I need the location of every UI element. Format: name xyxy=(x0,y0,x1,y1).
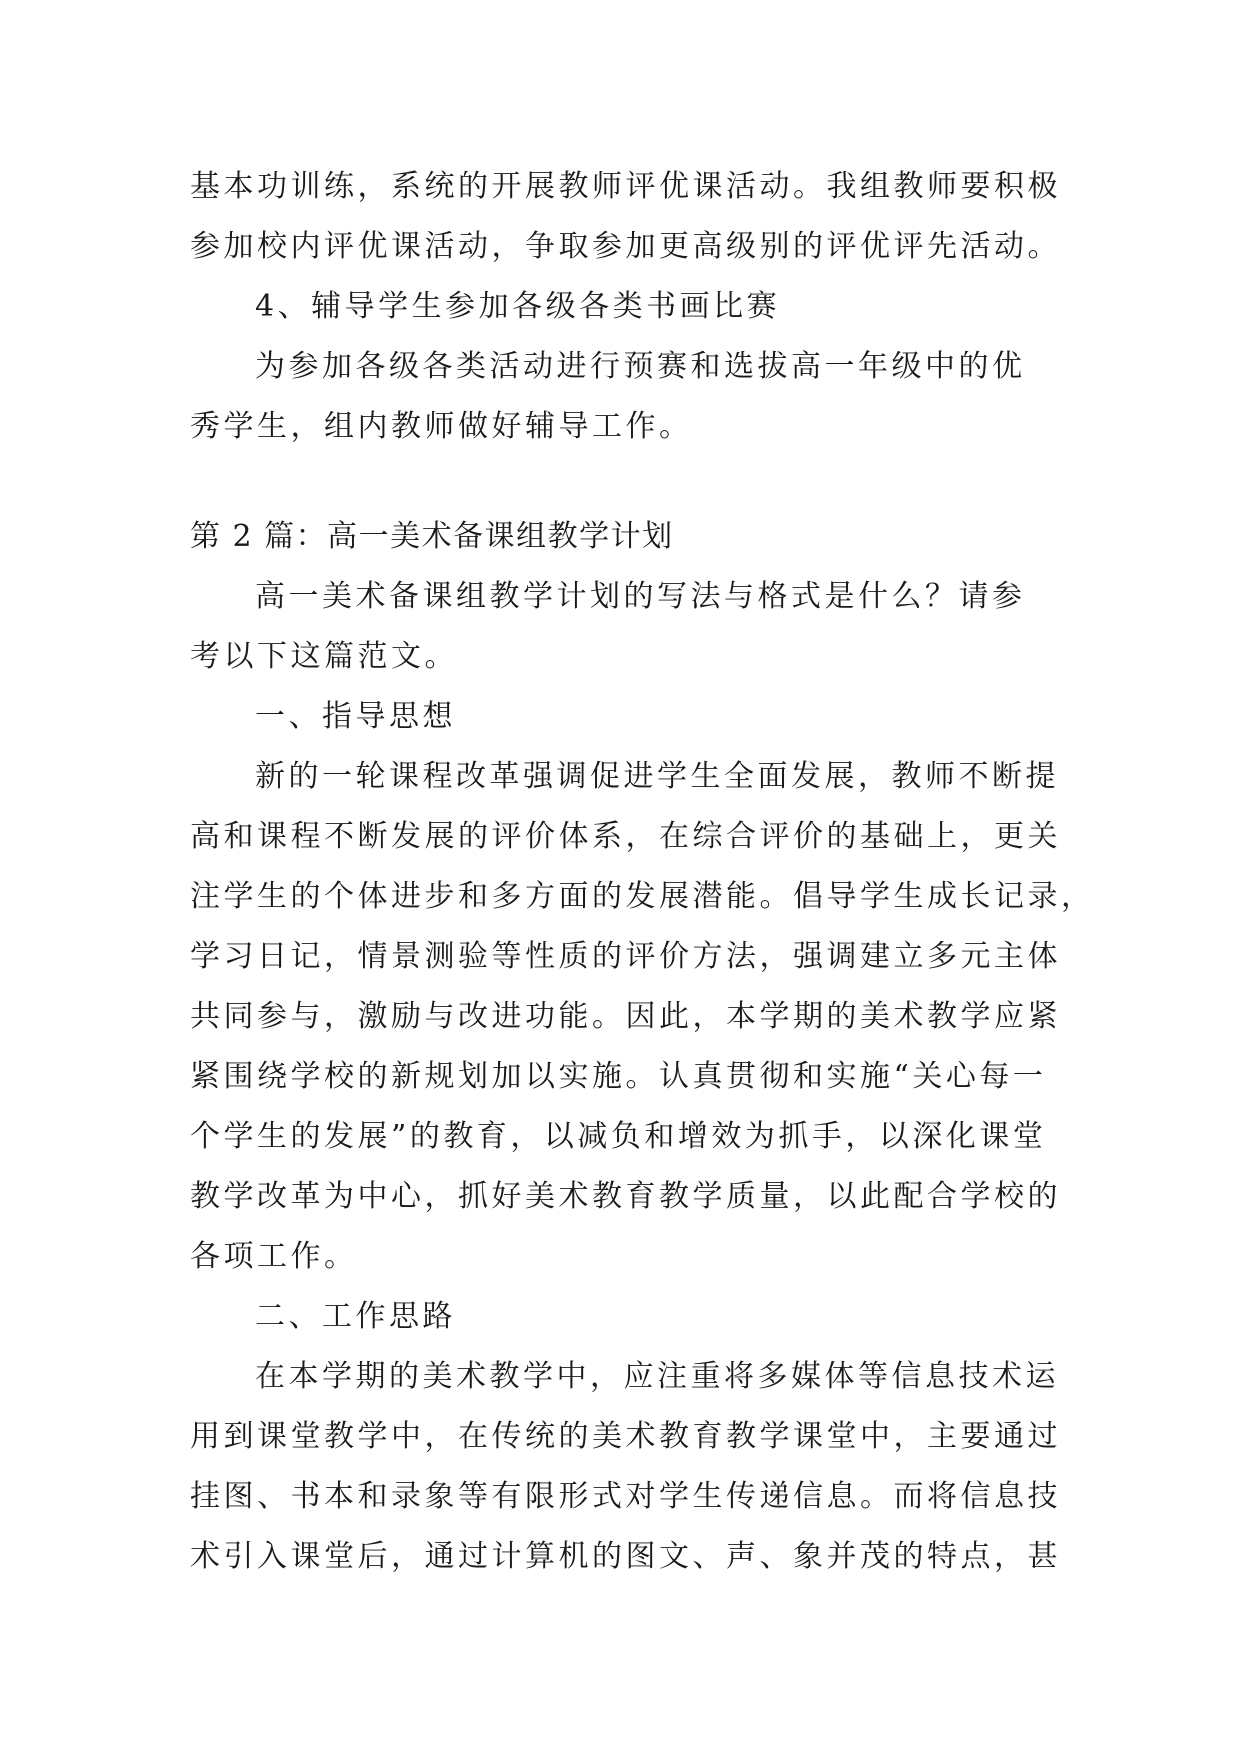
text-line: 学习日记，情景测验等性质的评价方法，强调建立多元主体 xyxy=(190,939,1061,974)
text-line: 各项工作。 xyxy=(190,1239,358,1274)
paragraph-start: 高一美术备课组教学计划的写法与格式是什么？请参 xyxy=(255,579,1026,614)
text-line: 高和课程不断发展的评价体系，在综合评价的基础上，更关 xyxy=(190,819,1061,854)
section-heading: 一、指导思想 xyxy=(255,699,456,734)
text-line: 个学生的发展”的教育，以减负和增效为抓手，以深化课堂 xyxy=(190,1119,1047,1154)
section-heading: 二、工作思路 xyxy=(255,1299,456,1334)
paragraph-start: 新的一轮课程改革强调促进学生全面发展，教师不断提 xyxy=(255,759,1059,794)
paragraph-start: 为参加各级各类活动进行预赛和选拔高一年级中的优 xyxy=(255,349,1026,384)
text-line: 参加校内评优课活动，争取参加更高级别的评优评先活动。 xyxy=(190,229,1061,264)
text-line: 注学生的个体进步和多方面的发展潜能。倡导学生成长记录， xyxy=(190,879,1095,914)
text-line: 基本功训练，系统的开展教师评优课活动。我组教师要积极 xyxy=(190,169,1061,204)
text-line: 挂图、书本和录象等有限形式对学生传递信息。而将信息技 xyxy=(190,1479,1061,1514)
text-line: 秀学生，组内教师做好辅导工作。 xyxy=(190,409,693,444)
text-line: 用到课堂教学中，在传统的美术教育教学课堂中，主要通过 xyxy=(190,1419,1061,1454)
section-item: 4、辅导学生参加各级各类书画比赛 xyxy=(255,289,781,324)
article-title: 第 2 篇：高一美术备课组教学计划 xyxy=(190,519,674,554)
text-line: 紧围绕学校的新规划加以实施。认真贯彻和实施“关心每一 xyxy=(190,1059,1047,1094)
text-line: 共同参与，激励与改进功能。因此，本学期的美术教学应紧 xyxy=(190,999,1061,1034)
text-line: 考以下这篇范文。 xyxy=(190,639,458,674)
text-line: 教学改革为中心，抓好美术教育教学质量，以此配合学校的 xyxy=(190,1179,1061,1214)
paragraph-start: 在本学期的美术教学中，应注重将多媒体等信息技术运 xyxy=(255,1359,1059,1394)
text-line: 术引入课堂后，通过计算机的图文、声、象并茂的特点，甚 xyxy=(190,1539,1061,1574)
